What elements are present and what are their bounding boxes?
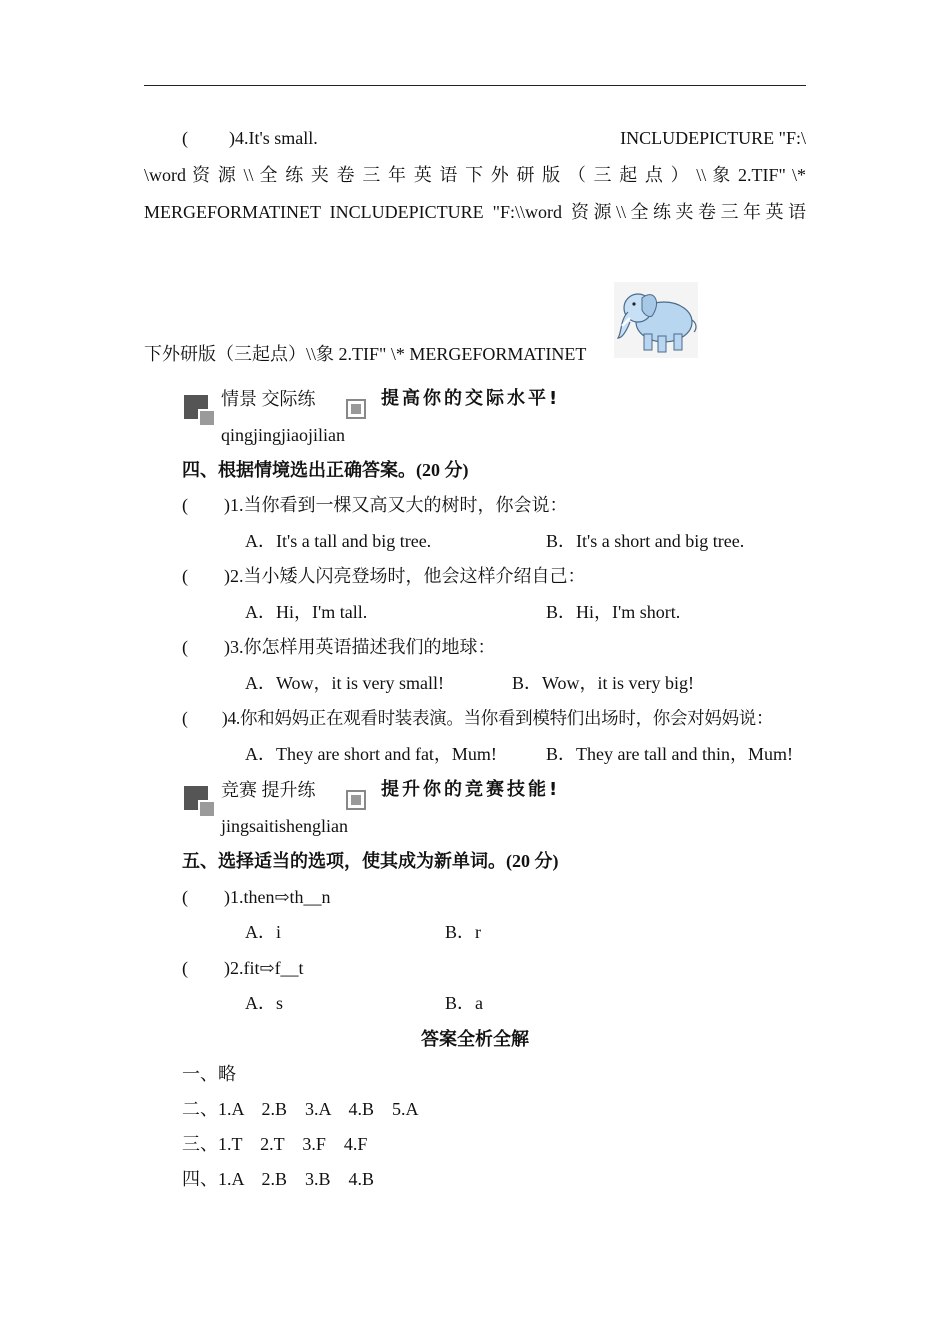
section-tag-pinyin-2: jingsaitishenglian (221, 816, 348, 836)
s4-q2-option-a: A．Hi，I'm tall. (245, 602, 368, 622)
section-tag-pinyin-1: qingjingjiaojilian (221, 425, 345, 445)
s4-q4-option-b: B．They are tall and thin，Mum! (546, 744, 793, 764)
section-tag-icon-2 (184, 786, 216, 818)
s4-q1-option-b: B．It's a short and big tree. (546, 531, 745, 551)
elephant-eye (632, 302, 635, 305)
section-tag-slogan-2: 提升你的竞赛技能! (381, 779, 561, 800)
answers-line-3: 三、1.T 2.T 3.F 4.F (182, 1134, 368, 1154)
s5-q2-stem: ( )2.fit⇨f__t (182, 958, 304, 978)
s4-q4-option-a: A．They are short and fat，Mum! (245, 744, 497, 764)
s4-q3-option-a: A．Wow，it is very small! (245, 673, 445, 693)
s4-q2-stem: ( )2.当小矮人闪亮登场时，他会这样介绍自己： (182, 566, 586, 586)
elephant-leg-1 (644, 334, 652, 350)
elephant-image (612, 280, 700, 360)
section-tag-title-2: 竞赛 提升练 (221, 780, 316, 800)
field-code-line-3: MERGEFORMATINET INCLUDEPICTURE "F:\\word 资源\\全练夹卷三年英语 (144, 202, 806, 222)
item-4-text: )4.It's small. (229, 128, 318, 148)
s5-q1-stem: ( )1.then⇨th__n (182, 887, 331, 907)
answers-line-2: 二、1.A 2.B 3.A 4.B 5.A (182, 1099, 419, 1119)
s5-q1-option-a: A．i (245, 922, 281, 942)
s4-q1-option-a: A．It's a tall and big tree. (245, 531, 432, 551)
section-tag-title-1: 情景 交际练 (221, 389, 316, 409)
section-tag-icon-1 (184, 395, 216, 427)
section-4-heading: 四、根据情境选出正确答案。(20 分) (182, 460, 469, 480)
field-code-line-2: \word 资 源 \\ 全 练 夹 卷 三 年 英 语 下 外 研 版 （ 三 起 点 ） \\ 象 2.TIF" \* (144, 165, 806, 185)
s5-q2-option-b: B．a (445, 993, 483, 1013)
s4-q3-stem: ( )3.你怎样用英语描述我们的地球： (182, 637, 496, 657)
s4-q2-option-b: B．Hi，I'm short. (546, 602, 681, 622)
s5-q1-option-b: B．r (445, 922, 481, 942)
field-code-line-1: INCLUDEPICTURE "F:\ (620, 128, 806, 148)
item-4-bracket: ( (182, 128, 188, 148)
section-tag-slogan-1: 提高你的交际水平! (381, 388, 561, 409)
header-rule (144, 85, 806, 86)
s4-q4-stem: ( )4.你和妈妈正在观看时装表演。当你看到模特们出场时，你会对妈妈说： (182, 708, 774, 728)
field-code-line-4: 下外研版（三起点）\\象 2.TIF" \* MERGEFORMATINET (144, 344, 587, 364)
elephant-leg-3 (674, 334, 682, 350)
section-tag-mark-icon-2 (346, 790, 366, 810)
section-5-heading: 五、选择适当的选项，使其成为新单词。(20 分) (182, 851, 559, 871)
s4-q1-stem: ( )1.当你看到一棵又高又大的树时，你会说： (182, 495, 568, 515)
answers-line-4: 四、1.A 2.B 3.B 4.B (182, 1169, 375, 1189)
s4-q3-option-b: B．Wow，it is very big! (512, 673, 695, 693)
elephant-leg-2 (658, 336, 666, 352)
answers-title: 答案全析全解 (421, 1029, 529, 1049)
s5-q2-option-a: A．s (245, 993, 284, 1013)
section-tag-mark-icon-1 (346, 399, 366, 419)
answers-line-1: 一、略 (182, 1064, 236, 1084)
